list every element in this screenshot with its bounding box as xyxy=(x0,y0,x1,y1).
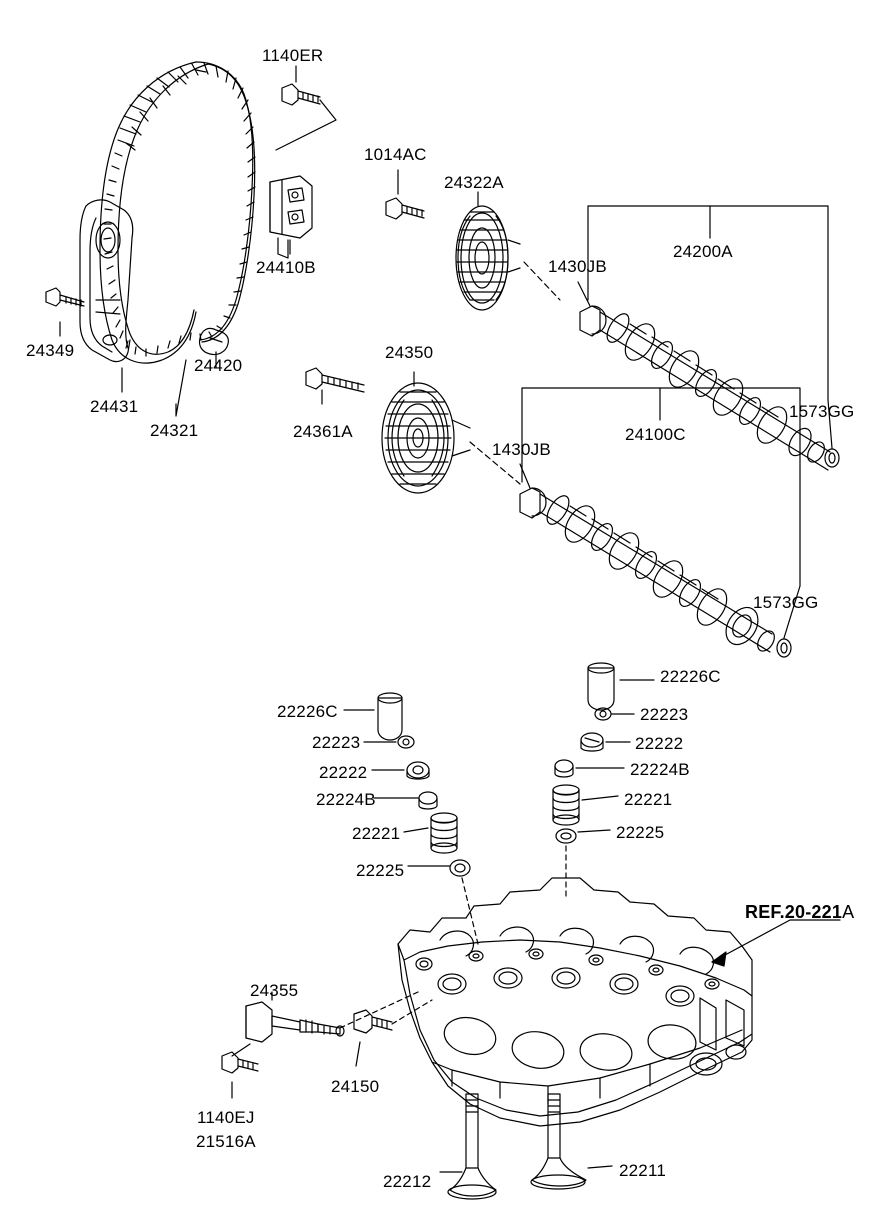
bolt-1140ER xyxy=(282,84,320,105)
bolt-24150 xyxy=(354,1010,392,1033)
part-label-22225: 22225 xyxy=(616,823,665,842)
part-label-24150: 24150 xyxy=(331,1077,380,1096)
bolt-24349 xyxy=(46,288,84,306)
part-label-22224b: 22224B xyxy=(316,790,376,809)
leader-24150 xyxy=(356,1042,360,1066)
part-label-21516a: 21516A xyxy=(196,1132,256,1151)
bracket-24100C xyxy=(522,388,800,586)
bolt-1140EJ xyxy=(222,1052,258,1073)
valve-seal-22225-right xyxy=(556,829,576,843)
part-label-22226c: 22226C xyxy=(660,667,721,686)
washer-1573GG-top xyxy=(825,449,839,467)
part-label-22226c: 22226C xyxy=(277,702,338,721)
retainer-22222-left xyxy=(407,762,429,779)
leader-22225-right xyxy=(578,830,610,832)
part-label-24431: 24431 xyxy=(90,397,139,416)
leader-24321 xyxy=(176,360,186,416)
part-label-22211: 22211 xyxy=(619,1161,667,1180)
valve-spring-22221-right xyxy=(553,785,579,825)
cotter-22223-left xyxy=(398,736,414,748)
part-label-24349: 24349 xyxy=(26,341,75,360)
valve-seal-22225-left xyxy=(450,860,470,876)
bolt-1014AC xyxy=(386,198,424,219)
cvvt-24350 xyxy=(382,383,470,493)
part-label-1430jb: 1430JB xyxy=(492,440,551,459)
leader-22211 xyxy=(588,1166,612,1168)
part-label-1014ac: 1014AC xyxy=(364,145,427,164)
leader-ref xyxy=(712,920,840,962)
part-label-1140er: 1140ER xyxy=(262,46,324,65)
camshaft-24100C xyxy=(520,488,778,654)
valve-22212 xyxy=(448,1094,496,1199)
washer-1573GG-bottom xyxy=(777,639,791,657)
leader-22221-left xyxy=(404,828,428,832)
part-label-24350: 24350 xyxy=(385,343,434,362)
part-label-24322a: 24322A xyxy=(444,173,504,192)
leader-ocv-to-head xyxy=(340,992,418,1028)
leader-22221-right xyxy=(582,796,618,800)
part-label-22222: 22222 xyxy=(635,734,684,753)
valve-22211 xyxy=(531,1094,586,1189)
leader-24150-to-head xyxy=(392,1000,432,1024)
part-label-22223: 22223 xyxy=(312,733,361,752)
part-label-24100c: 24100C xyxy=(625,425,686,444)
part-label-24355: 24355 xyxy=(250,981,299,1000)
timing-chain xyxy=(100,62,255,363)
retainer-22222-right xyxy=(581,733,603,751)
part-label-1573gg: 1573GG xyxy=(789,402,855,421)
part-label-1430jb: 1430JB xyxy=(548,257,607,276)
part-label-22221: 22221 xyxy=(352,824,401,843)
ref-arrowhead xyxy=(712,952,726,966)
part-label-24410b: 24410B xyxy=(256,258,316,277)
part-label-ref-20-221a: REF.20-221A xyxy=(745,902,855,922)
part-label-22224b: 22224B xyxy=(630,760,690,779)
chain-tensioner-24410B xyxy=(270,176,312,258)
part-label-22223: 22223 xyxy=(640,705,689,724)
valve-spring-22221-left xyxy=(431,813,457,853)
tappet-22226C-left xyxy=(378,693,402,740)
cylinder-head xyxy=(398,878,752,1126)
spring-seat-22224B-right xyxy=(555,760,573,777)
part-label-24200a: 24200A xyxy=(673,242,733,261)
leader-1140EJ-up xyxy=(232,1044,250,1056)
part-label-1140ej: 1140EJ xyxy=(197,1108,255,1127)
part-label-24361a: 24361A xyxy=(293,422,353,441)
part-label-1573gg: 1573GG xyxy=(753,593,819,612)
part-label-24420: 24420 xyxy=(194,356,243,375)
part-label-22225: 22225 xyxy=(356,861,405,880)
tappet-22226C-right xyxy=(588,663,614,710)
part-label-22222: 22222 xyxy=(319,763,368,782)
leader-1140ER xyxy=(276,100,336,150)
part-label-24321: 24321 xyxy=(150,421,199,440)
bolt-24361A xyxy=(306,368,364,392)
spring-seat-22224B-left xyxy=(419,792,437,809)
sprocket-24322A xyxy=(456,206,520,310)
part-label-22212: 22212 xyxy=(383,1172,432,1191)
ocv-valve-24355 xyxy=(246,1002,344,1042)
part-label-22221: 22221 xyxy=(624,790,673,809)
